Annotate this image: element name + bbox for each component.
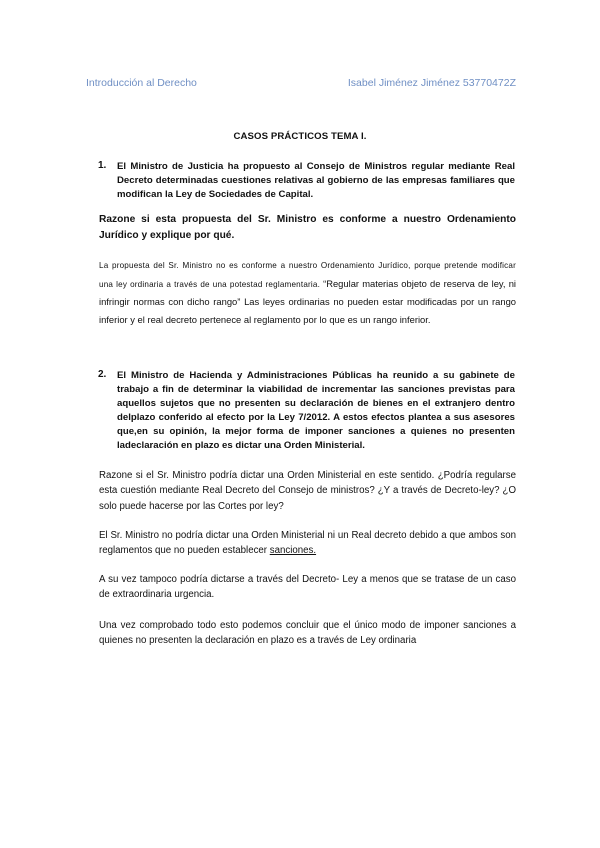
answer-1-part1: La propuesta del Sr. Ministro no es conforme a nuestro Ordenamiento Jurídico, porque pretende modificar una ley ordinaria a través de una potestad reglamentaria. [99,261,516,289]
document-title: CASOS PRÁCTICOS TEMA I. [233,131,367,142]
question-2-prompt: Razone si el Sr. Ministro podría dictar una Orden Ministerial en este sentido. ¿Podría regularse esta cuestión mediante Real Decreto del Consejo de ministros? ¿Y a través de Decreto-ley? ¿O solo puede hacerse por las Cortes por ley? [99,470,516,512]
author-name: Isabel Jiménez Jiménez 53770472Z [347,77,516,89]
sanciones-link[interactable]: sanciones. [269,545,317,557]
answer-2-paragraph-2: A su vez tampoco podría dictarse a través del Decreto- Ley a menos que se tratase de un caso de extraordinaria urgencia. [99,574,516,601]
answer-2-paragraph-1 [99,528,516,559]
question-1-prompt: Razone si esta propuesta del Sr. Ministro es conforme a nuestro Ordenamiento Jurídico y explique por qué. [99,214,516,241]
question-number: 1. [98,160,107,171]
answer-1-part2: “Regular materias objeto de reserva de ley, ni infringir normas con dicho rango” Las leyes ordinarias no pueden estar modificadas por un rango inferior y el real decreto pertenece al reglamento por lo que es un rango inferior. [99,277,516,326]
question-text: El Ministro de Hacienda y Administraciones Públicas ha reunido a su gabinete de trabajo a fin de determinar la viabilidad de incrementar las sanciones previstas para aquellos sujetos que no presenten su declaración de bienes en el extranjero dentro delplazo conferido al efecto por la Ley 7/2012. A estos efectos plantea a sus asesores que,en su opinión, la mejor forma de imponer sanciones a quienes no presenten ladeclaración en plazo es dictar una Orden Ministerial. [117,370,515,451]
answer-2-text: El Sr. Ministro no podría dictar una Orden Ministerial ni un Real decreto debido a que ambos son reglamentos que no pueden establecer [99,530,516,557]
page-header [86,77,516,91]
answer-1 [99,255,516,328]
question-number: 2. [98,369,107,380]
answer-2-paragraph-3: Una vez comprobado todo esto podemos concluir que el único modo de imponer sanciones a quienes no presenten la declaración en plazo es a través de Ley ordinaria [99,620,516,647]
course-title: Introducción al Derecho [86,77,197,89]
question-text: El Ministro de Justicia ha propuesto al Consejo de Ministros regular mediante Real Decreto determinadas cuestiones relativas al gobierno de las empresas familiares que modifican la Ley de Sociedades de Capital. [117,161,515,200]
